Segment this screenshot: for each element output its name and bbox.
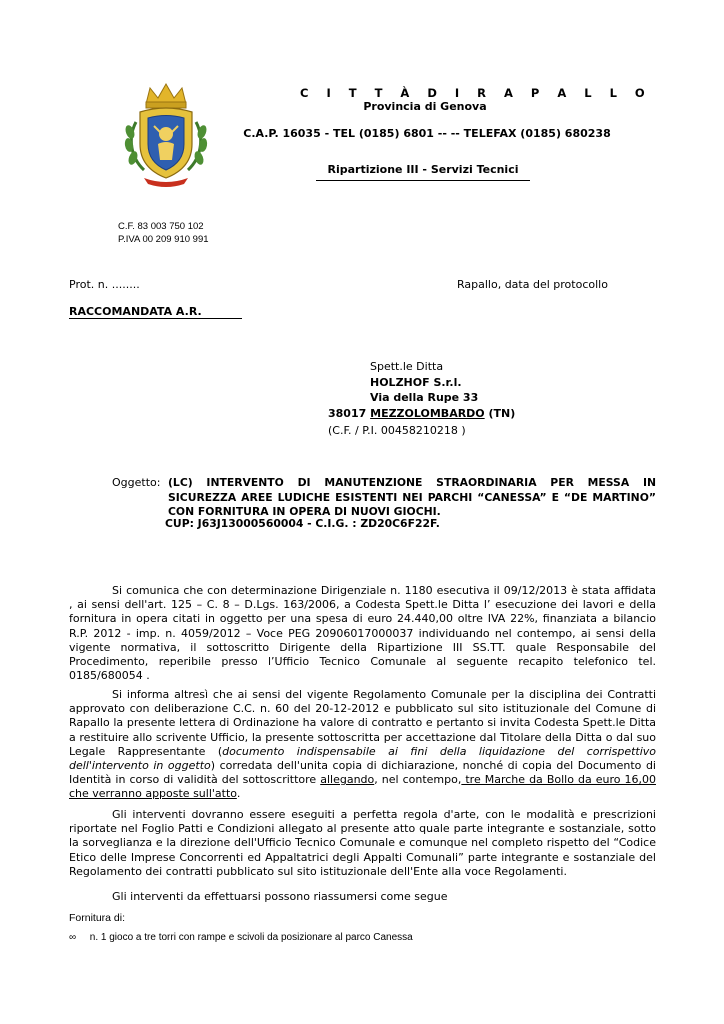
fiscal-info: [118, 220, 238, 246]
vat-number: P.IVA 00 209 910 991: [118, 234, 209, 245]
paragraph-summary-intro: Gli interventi da effettuarsi possono riassumersi come segue: [112, 890, 448, 903]
paragraph-assignment: [69, 584, 656, 683]
infinity-bullet-icon: ∞: [69, 932, 77, 943]
paragraph-contract-rules: [69, 688, 656, 802]
contract-text-b: ) corredata dell'unita copia di dichiarazione, nonché di copia del Documento di Identità in corso di validità del sottoscrittore: [69, 759, 656, 787]
cup-cig-codes: CUP: J63J13000560004 - C.I.G. : ZD20C6F22F.: [165, 517, 440, 530]
contract-text-italic: documento indispensabile ai fini della liquidazione del corrispettivo dell'intervento in oggetto: [69, 744, 657, 773]
subject-label: Oggetto:: [112, 476, 161, 489]
paragraph-contract-rules-text: [69, 688, 656, 802]
recipient-province: (TN): [488, 406, 516, 420]
contract-text-underline-attaching: allegando: [320, 773, 375, 787]
paragraph-assignment-text: Si comunica che con determinazione Dirigenziale n. 1180 esecutiva il 09/12/2013 è stata affidata , ai sensi dell'art. 125 – C. 8 – D.Lgs. 163/2006, a Codesta Spett.le Ditta l’ esecuzione dei lavori e della fornitura in opera citati in oggetto per una spesa di euro 24.440,00 oltre IVA 22%, finanziata a bilancio R.P. 2012 - imp. n. 4059/2012 – Voce PEG 20906017000037 individuando nel contempo, ai sensi della vigente normativa, il sottoscritto Dirigente della Ripartizione III SS.TT. quale Responsabile del Procedimento, reperibile presso l’Ufficio Tecnico Comunale al seguente recapito telefonico tel. 0185/680054 .: [69, 584, 656, 683]
place-date: Rapallo, data del protocollo: [457, 278, 608, 291]
recipient-city-line: [328, 406, 515, 422]
subject-text: (LC) INTERVENTO DI MANUTENZIONE STRAORDINARIA PER MESSA IN SICUREZZA AREE LUDICHE ESISTENTI NEI PARCHI “CANESSA” E “DE MARTINO” CON FORNITURA IN OPERA DI NUOVI GIOCHI.: [168, 476, 656, 518]
registered-mail-label: RACCOMANDATA A.R.: [69, 305, 202, 318]
contract-text-c: , nel contempo,: [374, 773, 462, 787]
paragraph-execution: [69, 808, 656, 879]
supply-list-item: [69, 932, 413, 943]
recipient-address: [328, 359, 515, 421]
paragraph-execution-text: Gli interventi dovranno essere eseguiti a perfetta regola d'arte, con le modalità e prescrizioni riportate nel Foglio Patti e Condizioni allegato al presente atto quale parte integrante e sostanziale, sotto la sorveglianza e la direzione dell'Ufficio Tecnico Comunale e comunque nel completo rispetto del “Codice Etico delle Imprese Concorrenti ed Appaltatrici degli Appalti Comunali” parte integrante e sostanziale del Regolamento dei contratti pubblicato sul sito istituzionale dell'Ente alla voce Regolamenti.: [69, 808, 656, 878]
contract-text-d: .: [236, 787, 241, 801]
recipient-company: HOLZHOF S.r.l.: [370, 375, 462, 389]
recipient-salutation: Spett.le Ditta: [370, 360, 444, 373]
recipient-city: MEZZOLOMBARDO: [370, 406, 485, 420]
department-underline: [316, 180, 530, 181]
contract-text-underline-stamps: tre Marche da Bollo da euro 16,00 che verranno apposte sull'atto: [69, 773, 656, 801]
recipient-tax-id: (C.F. / P.I. 00458210218 ): [328, 424, 466, 437]
contract-text-a: Si informa altresì che ai sensi del vigente Regolamento Comunale per la disciplina dei Contratti approvato con deliberazione C.C. n. 60 del 20-12-2012 e pubblicato sul sito istituzionale del Comune di Rapallo la presente lettera di Ordinazione ha valore di contratto e pertanto si invita Codesta Spett.le Ditta a restituire allo scrivente Ufficio, la presente sottoscritta per accettazione dal Titolare della Ditta o dal suo Legale Rappresentante (: [69, 688, 656, 758]
fiscal-code: C.F. 83 003 750 102: [118, 221, 204, 232]
department-label: Ripartizione III - Servizi Tecnici: [327, 163, 519, 176]
recipient-zip: 38017: [328, 406, 367, 420]
supply-item-text: n. 1 gioco a tre torri con rampe e scivoli da posizionare al parco Canessa: [89, 932, 413, 943]
city-crest-icon: [118, 82, 214, 188]
protocol-number: Prot. n. ........: [69, 278, 140, 291]
contact-line: C.A.P. 16035 - TEL (0185) 6801 -- -- TELEFAX (0185) 680238: [243, 127, 611, 140]
supply-label: Fornitura di:: [69, 912, 126, 924]
city-title: C I T T À D I R A P A L L O: [300, 86, 652, 100]
recipient-street: Via della Rupe 33: [370, 391, 479, 404]
province-label: Provincia di Genova: [363, 100, 487, 113]
registered-mail-underline: [69, 318, 242, 319]
